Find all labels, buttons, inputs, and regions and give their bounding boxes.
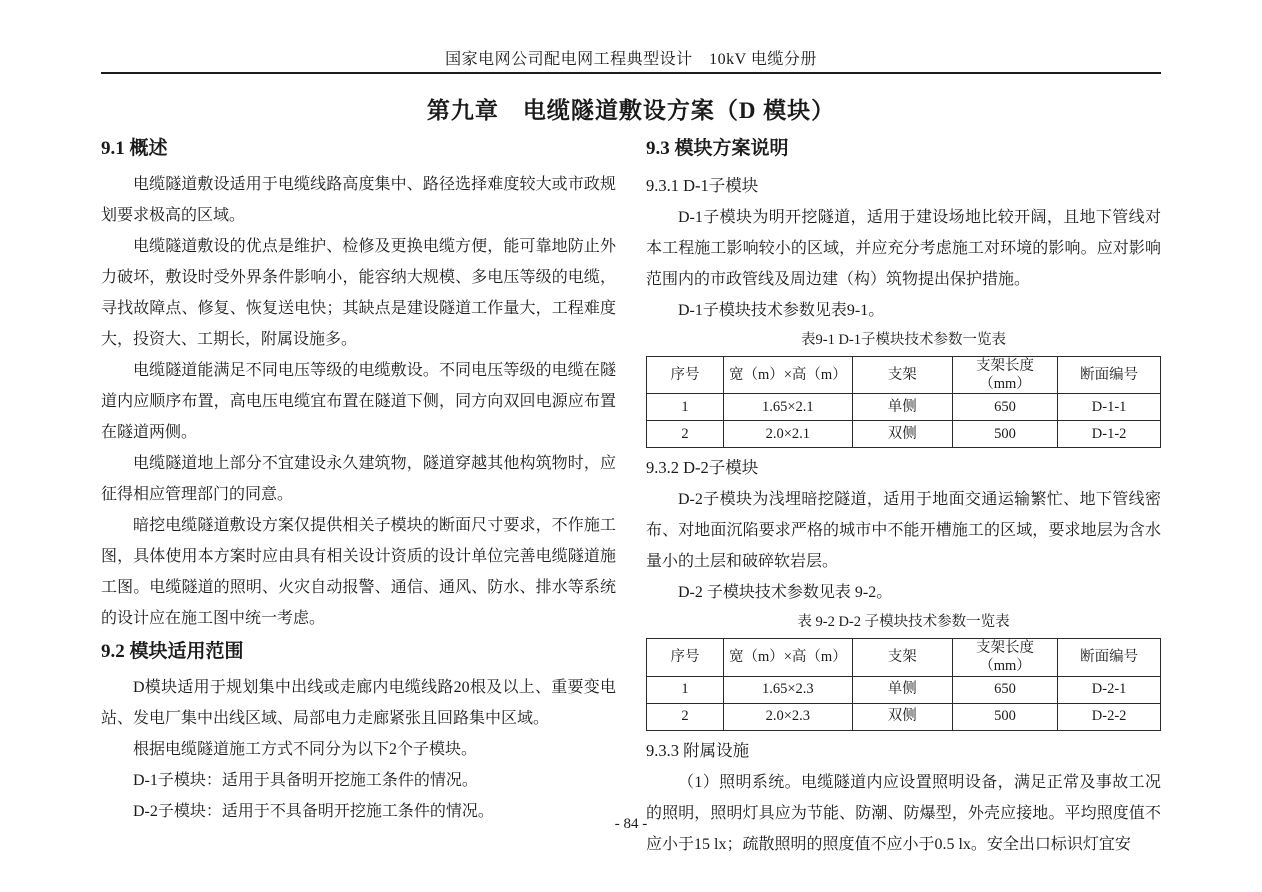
table-row <box>647 421 1161 448</box>
paragraph: 根据电缆隧道施工方式不同分为以下2个子模块。 <box>133 741 478 758</box>
table-cell: D-1-1 <box>1058 394 1161 421</box>
two-column-body <box>101 131 1161 860</box>
table-cell: 1 <box>647 394 724 421</box>
table-cell: 单侧 <box>852 394 952 421</box>
paragraph: （1）照明系统。电缆隧道内应设置照明设备，满足正常及事故工况的照明，照明灯具应为节能、防潮、防爆型，外壳应接地。平均照度值不应小于15 lx；疏散照明的照度值不应小于0.5 lx。安全出口标识灯宜安 <box>646 773 1161 853</box>
table-9-2-caption: 表 9-2 D-2 子模块技术参数一览表 <box>797 614 1010 631</box>
table-cell: D-1-2 <box>1058 421 1161 448</box>
table-header-cell: 断面编号 <box>1058 357 1161 394</box>
section-heading-9-2: 9.2 模块适用范围 <box>101 641 244 662</box>
running-header: 国家电网公司配电网工程典型设计 10kV 电缆分册 <box>445 51 817 68</box>
table-cell: 单侧 <box>852 676 952 703</box>
chapter-title: 第九章 电缆隧道敷设方案（D 模块） <box>426 98 836 123</box>
table-cell: D-2-1 <box>1058 676 1161 703</box>
table-header-cell: 支架长度（mm） <box>952 639 1057 676</box>
table-cell: 500 <box>952 703 1057 730</box>
table-header-cell: 支架 <box>852 639 952 676</box>
section-heading-9-3: 9.3 模块方案说明 <box>646 138 789 159</box>
paragraph: D-2子模块为浅埋暗挖隧道，适用于地面交通运输繁忙、地下管线密布、对地面沉陷要求严格的城市中不能开槽施工的区域，要求地层为含水量小的土层和破碎软岩层。 <box>646 491 1161 571</box>
table-header-cell: 支架 <box>852 357 952 394</box>
table-cell: 2.0×2.1 <box>724 421 853 448</box>
left-column <box>101 131 616 860</box>
paragraph: D-1子模块技术参数见表9-1。 <box>678 302 885 319</box>
header-rule <box>101 72 1161 74</box>
paragraph: 电缆隧道敷设适用于电缆线路高度集中、路径选择难度较大或市政规划要求极高的区域。 <box>101 176 616 224</box>
table-header-cell: 序号 <box>647 357 724 394</box>
table-header-cell: 支架长度（mm） <box>952 357 1057 394</box>
table-cell: 650 <box>952 394 1057 421</box>
paragraph: D-1子模块：适用于具备明开挖施工条件的情况。 <box>133 772 478 789</box>
table-row <box>647 676 1161 703</box>
subsection-heading-9-3-2: 9.3.2 D-2子模块 <box>646 458 759 478</box>
right-column <box>646 131 1161 860</box>
paragraph: D-2 子模块技术参数见表 9-2。 <box>678 584 893 602</box>
paragraph: 电缆隧道能满足不同电压等级的电缆敷设。不同电压等级的电缆在隧道内应顺序布置，高电压电缆宜布置在隧道下侧，同方向双回电源应布置在隧道两侧。 <box>101 362 616 441</box>
table-row <box>647 703 1161 730</box>
table-cell: D-2-2 <box>1058 703 1161 730</box>
section-heading-9-1: 9.1 概述 <box>101 138 168 159</box>
table-cell: 500 <box>952 421 1057 448</box>
table-cell: 2 <box>647 703 724 730</box>
paragraph: D模块适用于规划集中出线或走廊内电缆线路20根及以上、重要变电站、发电厂集中出线区域、局部电力走廊紧张且回路集中区域。 <box>101 679 616 727</box>
table-row <box>647 394 1161 421</box>
table-header-row <box>647 357 1161 394</box>
d1-parameters-table <box>646 356 1161 448</box>
table-cell: 1 <box>647 676 724 703</box>
table-header-cell: 断面编号 <box>1058 639 1161 676</box>
subsection-heading-9-3-3: 9.3.3 附属设施 <box>646 740 750 760</box>
table-header-cell: 宽（m）×高（m） <box>724 639 853 676</box>
paragraph: 电缆隧道敷设的优点是维护、检修及更换电缆方便，能可靠地防止外力破坏，敷设时受外界条件影响小，能容纳大规模、多电压等级的电缆，寻找故障点、修复、恢复送电快；其缺点是建设隧道工作量大，工程难度大，投资大、工期长，附属设施多。 <box>101 238 616 348</box>
table-header-row <box>647 639 1161 676</box>
table-9-1-caption: 表9-1 D-1子模块技术参数一览表 <box>800 332 1006 348</box>
table-cell: 2.0×2.3 <box>724 703 853 730</box>
table-header-cell: 序号 <box>647 639 724 676</box>
table-cell: 2 <box>647 421 724 448</box>
table-header-cell: 宽（m）×高（m） <box>724 357 853 394</box>
table-cell: 1.65×2.3 <box>724 676 853 703</box>
d2-parameters-table <box>646 638 1161 730</box>
table-cell: 双侧 <box>852 703 952 730</box>
table-cell: 双侧 <box>852 421 952 448</box>
page-number: - 84 - <box>614 816 648 832</box>
paragraph: D-1子模块为明开挖隧道，适用于建设场地比较开阔，且地下管线对本工程施工影响较小的区域，并应充分考虑施工对环境的影响。应对影响范围内的市政管线及周边建（构）筑物提出保护措施。 <box>646 209 1161 288</box>
paragraph: 电缆隧道地上部分不宜建设永久建筑物，隧道穿越其他构筑物时，应征得相应管理部门的同意。 <box>101 455 616 503</box>
table-cell: 650 <box>952 676 1057 703</box>
paragraph: 暗挖电缆隧道敷设方案仅提供相关子模块的断面尺寸要求，不作施工图，具体使用本方案时应由具有相关设计资质的设计单位完善电缆隧道施工图。电缆隧道的照明、火灾自动报警、通信、通风、防水、排水等系统的设计应在施工图中统一考虑。 <box>101 517 616 627</box>
subsection-heading-9-3-1: 9.3.1 D-1子模块 <box>646 176 759 195</box>
paragraph: D-2子模块：适用于不具备明开挖施工条件的情况。 <box>133 803 494 820</box>
table-cell: 1.65×2.1 <box>724 394 853 421</box>
